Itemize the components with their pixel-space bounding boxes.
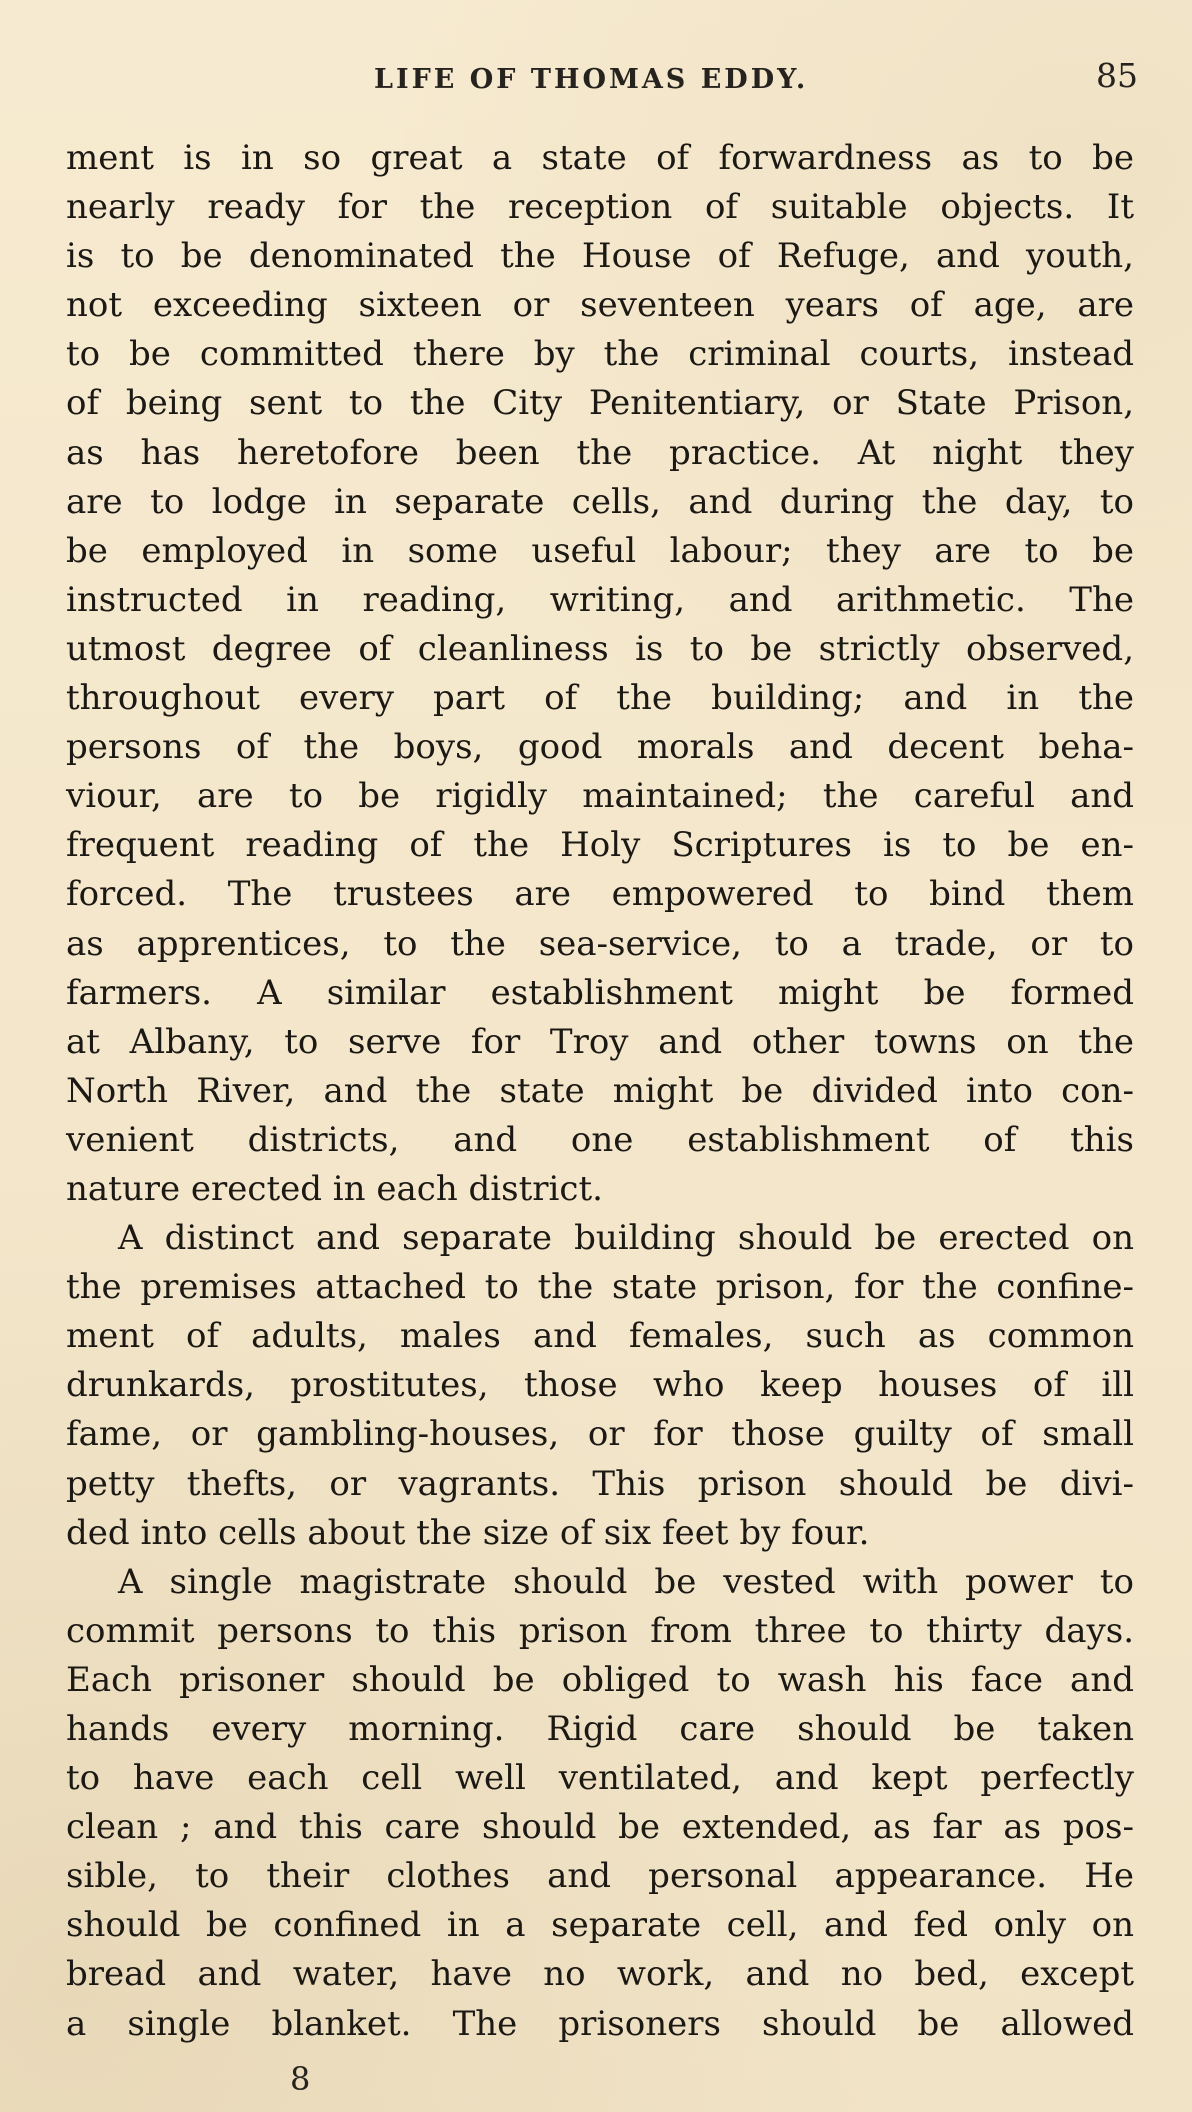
text-line: utmost degree of cleanliness is to be strictly observed, <box>66 628 1134 669</box>
text-line: commit persons to this prison from three to thirty days. <box>66 1610 1134 1651</box>
text-line: the premises attached to the state prison, for the confine- <box>66 1267 1134 1308</box>
text-line: as has heretofore been the practice. At night they <box>66 432 1134 473</box>
paragraph-end-line: ded into cells about the size of six feet by four. <box>66 1512 870 1553</box>
text-line: frequent reading of the Holy Scriptures is to be en- <box>66 825 1134 866</box>
paragraph-end-line: nature erected in each district. <box>66 1168 603 1209</box>
text-line: Each prisoner should be obliged to wash his face and <box>66 1659 1134 1700</box>
text-line: viour, are to be rigidly maintained; the careful and <box>66 776 1134 817</box>
text-line: to be committed there by the criminal courts, instead <box>66 334 1134 375</box>
text-line: North River, and the state might be divided into con- <box>66 1070 1134 1111</box>
text-line: venient districts, and one establishment of this <box>66 1119 1134 1160</box>
text-line: sible, to their clothes and personal appearance. He <box>66 1856 1134 1897</box>
text-line: bread and water, have no work, and no bed, except <box>66 1954 1134 1995</box>
text-line: persons of the boys, good morals and decent beha- <box>66 727 1134 768</box>
page-number: 85 <box>1096 56 1138 95</box>
text-line: of being sent to the City Penitentiary, or State Prison, <box>66 383 1134 424</box>
text-line: nearly ready for the reception of suitable objects. It <box>66 187 1134 228</box>
text-line: a single blanket. The prisoners should be allowed <box>66 2003 1134 2044</box>
text-line: ment is in so great a state of forwardness as to be <box>66 138 1134 178</box>
paragraph-start-line: A single magistrate should be vested with power to <box>118 1561 1134 1602</box>
running-title: LIFE OF THOMAS EDDY. <box>374 64 809 95</box>
signature-mark: 8 <box>290 2060 311 2098</box>
text-line: as apprentices, to the sea-service, to a trade, or to <box>66 923 1134 964</box>
text-line: to have each cell well ventilated, and kept perfectly <box>66 1758 1134 1799</box>
text-line: instructed in reading, writing, and arithmetic. The <box>66 579 1134 620</box>
text-line: forced. The trustees are empowered to bind them <box>66 874 1134 915</box>
text-line: not exceeding sixteen or seventeen years of age, are <box>66 285 1134 326</box>
text-line: ment of adults, males and females, such as common <box>66 1316 1134 1357</box>
text-line: be employed in some useful labour; they are to be <box>66 530 1134 571</box>
text-line: hands every morning. Rigid care should be taken <box>66 1709 1134 1749</box>
text-line: are to lodge in separate cells, and during the day, to <box>66 481 1134 522</box>
text-line: should be confined in a separate cell, and fed only on <box>66 1905 1134 1946</box>
text-line: petty thefts, or vagrants. This prison should be divi- <box>66 1463 1134 1504</box>
main-text <box>66 134 1134 2049</box>
text-line: at Albany, to serve for Troy and other towns on the <box>66 1021 1134 1062</box>
text-line: fame, or gambling-houses, or for those guilty of small <box>66 1414 1134 1455</box>
text-line: throughout every part of the building; and in the <box>66 678 1134 719</box>
text-line: farmers. A similar establishment might be formed <box>66 972 1134 1013</box>
text-line: clean ; and this care should be extended, as far as pos- <box>66 1807 1134 1848</box>
paragraph-start-line: A distinct and separate building should be erected on <box>118 1218 1134 1259</box>
text-line: is to be denominated the House of Refuge, and youth, <box>66 236 1134 277</box>
text-line: drunkards, prostitutes, those who keep houses of ill <box>66 1365 1134 1406</box>
